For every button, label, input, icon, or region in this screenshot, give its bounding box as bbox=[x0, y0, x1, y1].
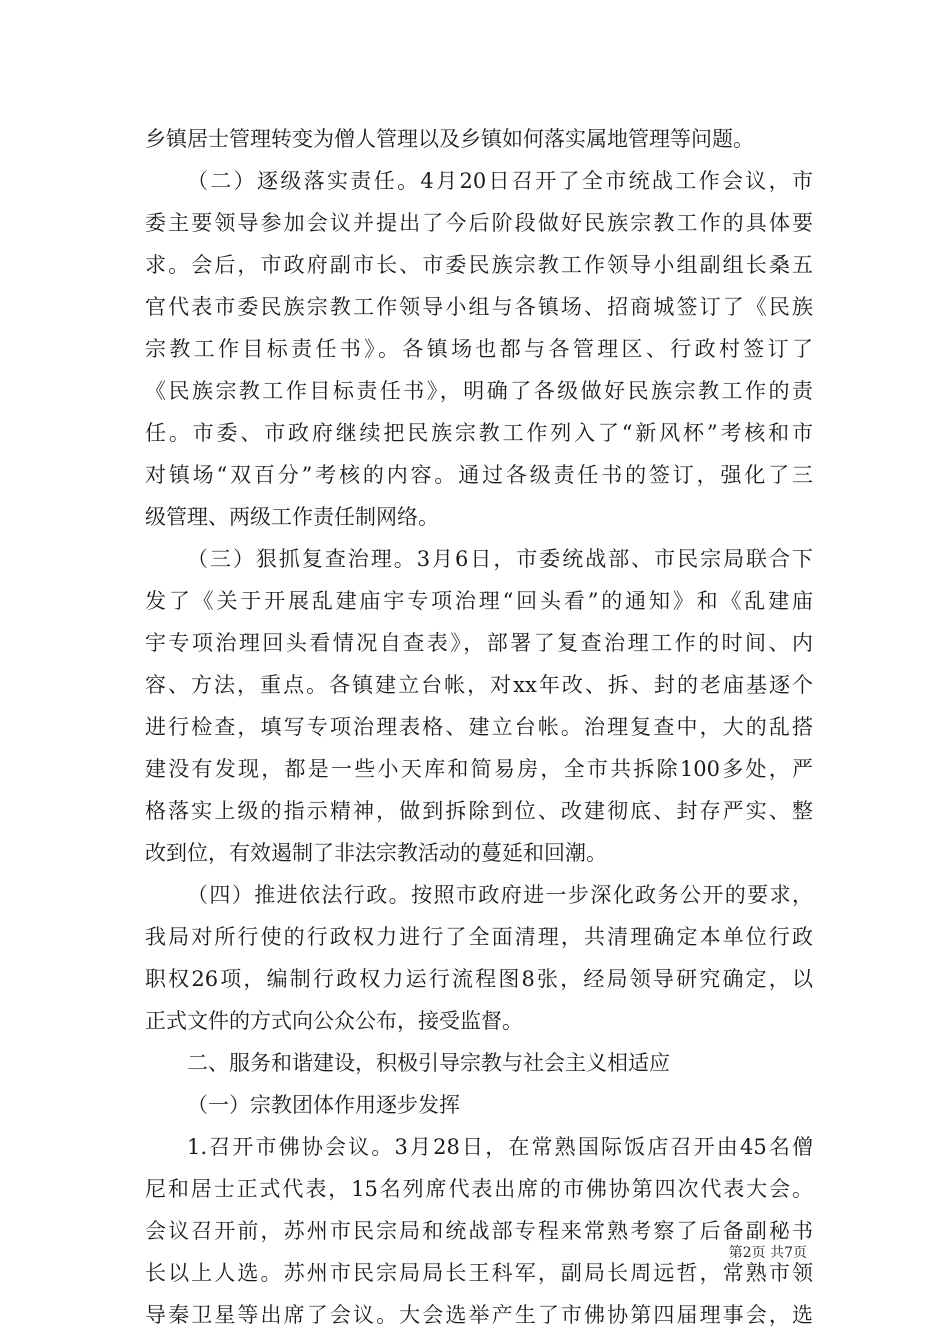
paragraph-line: （三）狠抓复查治理。3月6日，市委统战部、市民宗局联合下 bbox=[187, 547, 813, 571]
paragraph-line: 乡镇居士管理转变为僧人管理以及乡镇如何落实属地管理等问题。 bbox=[145, 127, 754, 151]
paragraph-line: 我局对所行使的行政权力进行了全面清理，共清理确定本单位行政 bbox=[145, 925, 813, 949]
paragraph-line: 进行检查，填写专项治理表格、建立台帐。治理复查中，大的乱搭 bbox=[145, 715, 813, 739]
paragraph-line: 官代表市委民族宗教工作领导小组与各镇场、招商城签订了《民族 bbox=[145, 295, 813, 319]
paragraph-line: 职权26项，编制行政权力运行流程图8张，经局领导研究确定，以 bbox=[145, 967, 813, 991]
paragraph-line: 1.召开市佛协会议。3月28日，在常熟国际饭店召开由45名僧 bbox=[187, 1135, 813, 1159]
paragraph-line: 发了《关于开展乱建庙宇专项治理“回头看”的通知》和《乱建庙 bbox=[145, 589, 813, 613]
paragraph-line: 宇专项治理回头看情况自查表》，部署了复查治理工作的时间、内 bbox=[145, 631, 813, 655]
page-number: 第2页 共7页 bbox=[728, 1245, 807, 1261]
paragraph-line: 建没有发现，都是一些小天库和简易房，全市共拆除100多处，严 bbox=[145, 757, 813, 781]
paragraph-line: 任。市委、市政府继续把民族宗教工作列入了“新风杯”考核和市 bbox=[145, 421, 813, 445]
paragraph-line: 对镇场“双百分”考核的内容。通过各级责任书的签订，强化了三 bbox=[145, 463, 813, 487]
paragraph-line: 级管理、两级工作责任制网络。 bbox=[145, 505, 439, 529]
section-heading: 二、服务和谐建设，积极引导宗教与社会主义相适应 bbox=[187, 1051, 670, 1075]
paragraph-line: 长以上人选。苏州市民宗局局长王科军，副局长周远哲，常熟市领 bbox=[145, 1261, 813, 1285]
paragraph-line: 尼和居士正式代表，15名列席代表出席的市佛协第四次代表大会。 bbox=[145, 1177, 813, 1201]
paragraph-line: （二）逐级落实责任。4月20日召开了全市统战工作会议，市 bbox=[187, 169, 813, 193]
paragraph-line: 《民族宗教工作目标责任书》，明确了各级做好民族宗教工作的责 bbox=[145, 379, 813, 403]
paragraph-line: 会议召开前，苏州市民宗局和统战部专程来常熟考察了后备副秘书 bbox=[145, 1219, 813, 1243]
subsection-heading: （一）宗教团体作用逐步发挥 bbox=[187, 1093, 460, 1117]
paragraph-line: 容、方法，重点。各镇建立台帐，对xx年改、拆、封的老庙基逐个 bbox=[145, 673, 813, 697]
paragraph-line: 委主要领导参加会议并提出了今后阶段做好民族宗教工作的具体要 bbox=[145, 211, 813, 235]
paragraph-line: 正式文件的方式向公众公布，接受监督。 bbox=[145, 1009, 523, 1033]
body-text bbox=[145, 118, 813, 1336]
paragraph-line: 宗教工作目标责任书》。各镇场也都与各管理区、行政村签订了 bbox=[145, 337, 813, 361]
paragraph-line: （四）推进依法行政。按照市政府进一步深化政务公开的要求， bbox=[187, 883, 813, 907]
paragraph-line: 改到位，有效遏制了非法宗教活动的蔓延和回潮。 bbox=[145, 841, 607, 865]
paragraph-line: 导秦卫星等出席了会议。大会选举产生了市佛协第四届理事会，选 bbox=[145, 1303, 813, 1327]
paragraph-line: 求。会后，市政府副市长、市委民族宗教工作领导小组副组长桑五 bbox=[145, 253, 813, 277]
paragraph-line: 格落实上级的指示精神，做到拆除到位、改建彻底、封存严实、整 bbox=[145, 799, 813, 823]
